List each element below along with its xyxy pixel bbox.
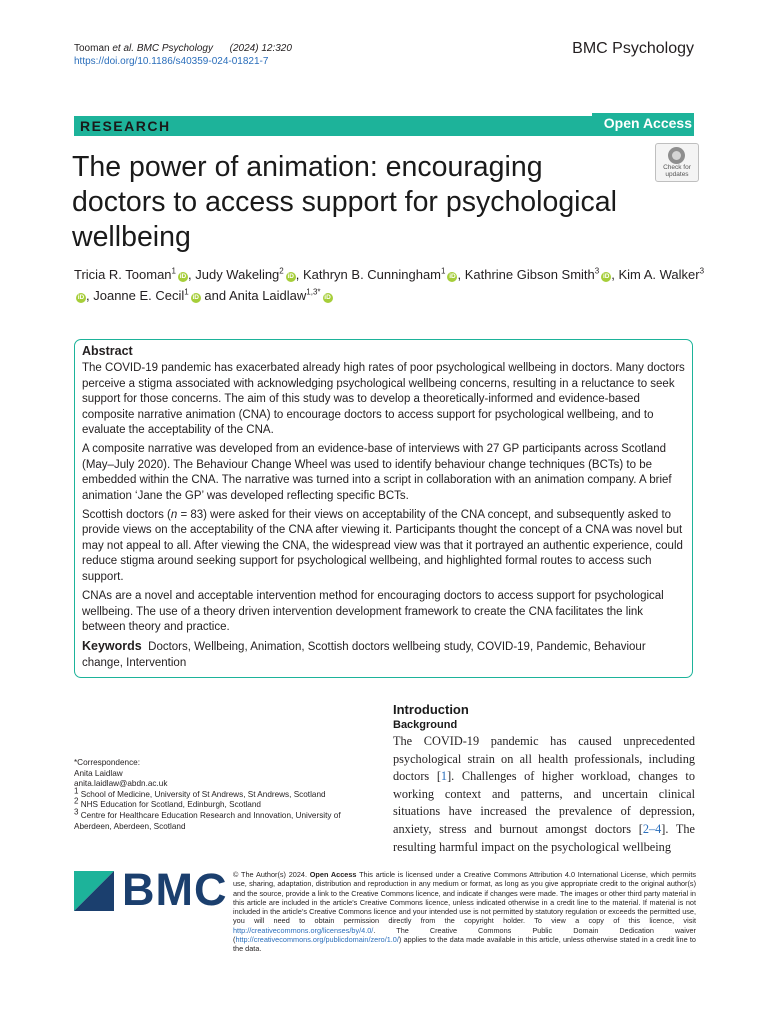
author-affiliation: 2 xyxy=(279,266,284,276)
intro-paragraph: The COVID-19 pandemic has caused unprecedented psychological strain on all health professionals, including doctors [1]. Challenges of higher workload, changes to working context and patterns, and uncertain clinical situations have increased the prevalence of depression, anxiety, stress and burnout amongst doctors [2–4]. The resulting harmful impact on the psychological wellbeing xyxy=(393,734,696,854)
year-volume: (2024) 12:320 xyxy=(229,43,292,54)
intro-heading: Introduction xyxy=(393,702,469,717)
abstract-paragraph: CNAs are a novel and acceptable intervention method for encouraging doctors to access support for psychological wellbeing. The use of a theory driven intervention development framework to create the CNA facilitates the link between theory and practice. xyxy=(82,590,664,633)
orcid-icon[interactable]: iD xyxy=(77,294,85,301)
author-separator: , xyxy=(295,267,303,282)
abstract-paragraph: Scottish doctors (n = 83) were asked for their views on acceptability of the CNA concept, and subsequently asked to provide views on the acceptability of the CNA after viewing it. Participants thought the concept of a CNA was novel but may not appeal to all. After viewing the CNA, the widespread view was that it portrayed an authentic experience, could reduce stigma around seeking support for psychological wellbeing, and highlighted formal routes to access such support. xyxy=(82,509,683,583)
author-short: Tooman xyxy=(74,43,113,54)
orcid-icon[interactable]: iD xyxy=(449,273,456,280)
public-domain-link[interactable]: http://creativecommons.org/publicdomain/zero/1.0/ xyxy=(235,935,399,945)
keywords-list: Doctors, Wellbeing, Animation, Scottish doctors wellbeing study, COVID-19, Pandemic, Behaviour change, Intervention xyxy=(82,641,646,669)
correspondence-block xyxy=(74,758,364,832)
author-name: Kathrine Gibson Smith xyxy=(464,267,595,282)
bmc-logo-icon xyxy=(74,871,114,911)
licence-text: © The Author(s) 2024. Open Access This article is licensed under a Creative Commons Attribution 4.0 International License, which permits use, sharing, adaptation, distribution and reproduction in any medium or format, as long as you give appropriate credit to the original author(s) and the source, provide a link to the Creative Commons licence, and indicate if changes were made. The images or other third party material in this article are included in the article’s Creative Commons licence, unless indicated otherwise in a credit line to the material. If material is not included in the article’s Creative Commons licence and your intended use is not permitted by statutory regulation or exceeds the permitted use, you will need to obtain permission directly from the copyright holder. To view a copy of this licence, visit http://creativecommons.org/licenses/by/4.0/. The Creative Commons Public Domain Dedication waiver (http://creativecommons.org/publicdomain/zero/1.0/) applies to the data made available in this article, unless otherwise stated in a credit line to the data. xyxy=(233,870,697,954)
orcid-icon[interactable]: iD xyxy=(192,294,199,301)
badge-line-2: updates xyxy=(665,171,689,178)
update-icon xyxy=(668,147,685,164)
citation-link[interactable]: 2–4 xyxy=(642,821,662,836)
author-separator: , xyxy=(86,288,94,303)
affiliation-2: $^2$ NHS Education for Scotland, Edinburgh, Scotland xyxy=(74,796,261,810)
author-name: Tricia R. Tooman xyxy=(74,267,172,282)
keywords xyxy=(82,639,686,671)
author-separator: and xyxy=(200,288,229,303)
abstract-body xyxy=(82,344,686,675)
author-affiliation: 1 xyxy=(184,287,189,297)
orcid-icon[interactable]: iD xyxy=(287,273,294,280)
licence-link[interactable]: http://creativecommons.org/licenses/by/4.0/ xyxy=(233,925,374,935)
journal-name: BMC Psychology xyxy=(572,40,694,57)
author-affiliation: 1,3* xyxy=(306,287,321,297)
correspondence-name: Anita Laidlaw xyxy=(74,768,123,778)
open-access-label: Open Access xyxy=(603,115,692,131)
abstract-paragraph: The COVID-19 pandemic has exacerbated already high rates of poor psychological wellbeing in doctors. Many doctors perceive a stigma associated with acknowledging psychological wellbeing concerns, resulting in a reluctance to seek support for those concerns. The aim of this study was to develop a theoretically-informed and evidence-based composite narrative animation (CNA) to encourage doctors to access support for psychological wellbeing, and to evaluate the acceptability of the CNA. xyxy=(82,362,685,437)
author-name: Joanne E. Cecil xyxy=(93,288,185,303)
affiliation-1: $^1$ School of Medicine, University of St Andrews, St Andrews, Scotland xyxy=(74,786,326,799)
doi-link[interactable]: https://doi.org/10.1186/s40359-024-01821-7 xyxy=(74,56,269,67)
author-name: Judy Wakeling xyxy=(195,267,280,282)
journal-short: et al. BMC Psychology xyxy=(112,43,213,54)
background-subheading: Background xyxy=(393,719,458,731)
author-name: Kathryn B. Cunningham xyxy=(302,267,442,282)
author-separator: , xyxy=(611,267,619,282)
author-affiliation: 3 xyxy=(699,266,705,276)
author-separator: , xyxy=(457,267,465,282)
abstract-heading: Abstract xyxy=(82,344,133,358)
orcid-icon[interactable]: iD xyxy=(179,273,187,280)
check-for-updates-badge[interactable] xyxy=(655,143,699,182)
keywords-label: Keywords xyxy=(82,639,142,654)
article-title: The power of animation: encouraging doctors to access support for psychological wellbeing xyxy=(72,151,617,253)
author-list xyxy=(74,264,714,306)
running-header xyxy=(74,42,292,68)
author-separator: , xyxy=(188,267,196,282)
article-type-label: RESEARCH xyxy=(80,118,171,134)
abstract-paragraph: A composite narrative was developed from an evidence-base of interviews with 27 GP participants across Scotland (May–July 2020). The Behaviour Change Wheel was used to identify behaviour change techniques (BCTs) to be embedded within the CNA. The narrative was turned into a script in collaboration with an animation company. A brief animation ‘Jane the GP’ was developed reflecting specific BCTs. xyxy=(82,443,672,502)
author-name: Kim A. Walker xyxy=(618,267,700,282)
correspondence-email[interactable]: anita.laidlaw@abdn.ac.uk xyxy=(74,779,168,789)
author-affiliation: 1 xyxy=(441,266,446,276)
affiliation-3: $^3$ Centre for Healthcare Education Research and Innovation, University of Aberdeen, Aberdeen, Scotland xyxy=(74,807,341,831)
correspondence-label: *Correspondence: xyxy=(74,758,140,767)
author-affiliation: 3 xyxy=(594,266,600,276)
citation-link[interactable]: 1 xyxy=(440,769,448,784)
orcid-icon[interactable]: iD xyxy=(602,273,610,280)
author-name: Anita Laidlaw xyxy=(228,288,307,303)
bmc-logo-text: BMC xyxy=(122,864,228,915)
badge-line-1: Check for xyxy=(663,164,691,171)
author-affiliation: 1 xyxy=(171,266,176,276)
orcid-icon[interactable]: iD xyxy=(324,294,331,301)
